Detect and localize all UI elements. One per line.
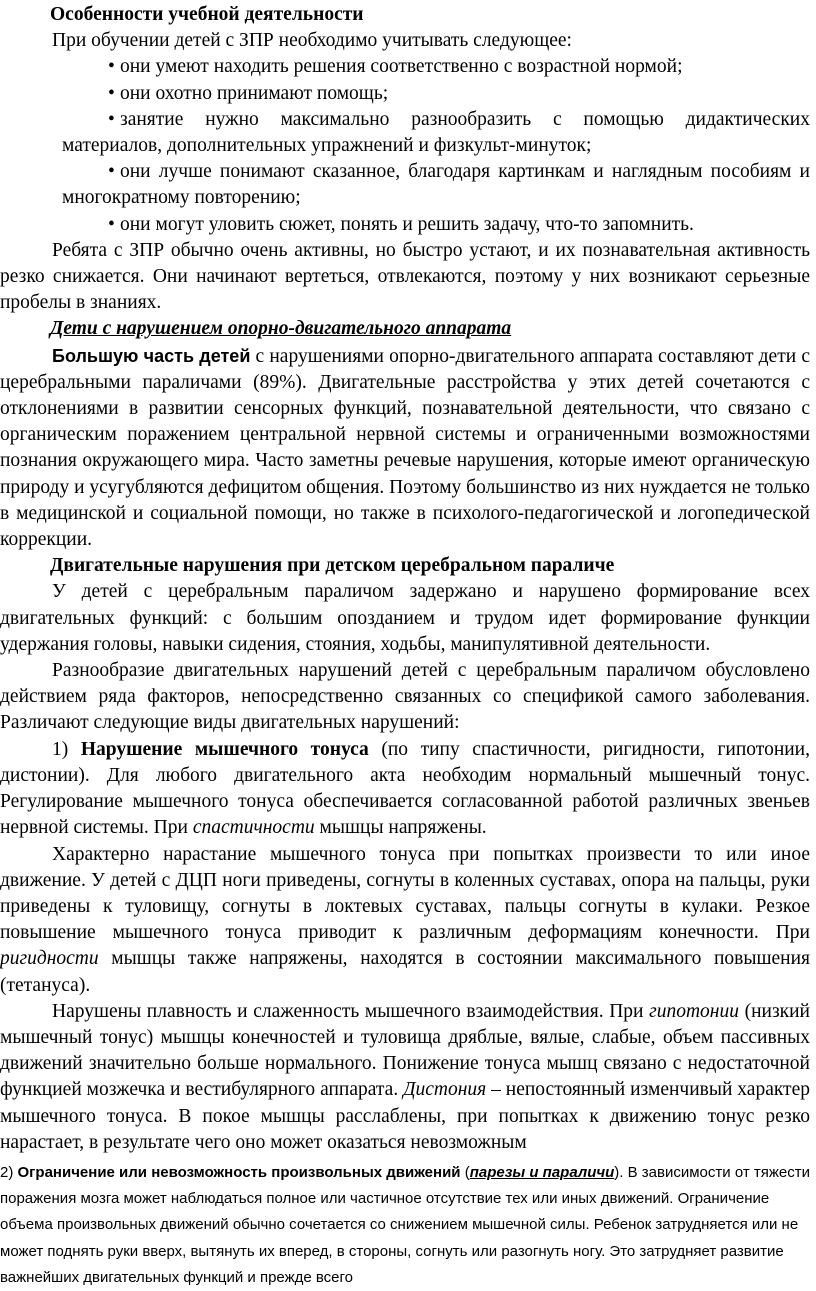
bullet-icon: • [108,56,115,78]
oda-bold-lead: Большую часть детей [52,345,251,366]
oda-paragraph: Большую часть детей с нарушениями опорно-двигательного аппарата составляют дети с церебральными параличами (89%). Двигательные расстройства у этих детей сочетаются с отклонениями в развитии сенсорных функций, познавательной деятельности, что связано с органическим поражением центральной нервной системы и ограниченными возможностями познания окружающего мира. Часто заметны речевые нарушения, которые имеют органическую природу и усугубляются дефицитом общения. Поэтому большинство из них нуждается не только в медицинской и социальной помощи, но также в психолого-педагогической и логопедической коррекции. [0,345,810,551]
list-item: • они лучше понимают сказанное, благодаря картинкам и наглядным пособиям и многократному повторению; [62,161,810,209]
hypotonia-paragraph: Нарушены плавность и слаженность мышечного взаимодействия. При гипотонии (низкий мышечный тонус) мышцы конечностей и туловища дряблые, вялые, слабые, объем пассивных движений значительно больше нормального. Понижение тонуса мышц связано с недостаточной функцией мозжечка и вестибулярного аппарата. Дистония – непостоянный изменчивый характер мышечного тонуса. В покое мышцы расслаблены, при попытках к движению тонус резко нарастает, в результате чего оно может оказаться невозможным [0,1000,810,1153]
list-item: • они могут уловить сюжет, понять и решить задачу, что-то запомнить. [0,212,810,238]
dcp-paragraph-2: Разнообразие двигательных нарушений детей с церебральным параличом обусловлено действием ряда факторов, непосредственно связанных со спецификой самого заболевания. Различают следующие виды двигательных нарушений: [0,660,810,734]
bullet-icon: • [108,213,115,235]
item-2-paragraph: 2) Ограничение или невозможность произвольных движений (парезы и параличи). В зависимости от тяжести поражения мозга может наблюдаться полное или частичное отсутствие тех или иных движений. Ограничение объема произвольных движений обычно сочетается со снижением мышечной силы. Ребенок затрудняется или не может поднять руки вверх, вытянуть их вперед, в стороны, согнуть или разогнуть ногу. Это затрудняет развитие важнейших двигательных функций и прежде всего [0,1163,810,1286]
bullet-icon: • [108,82,115,104]
bullet-icon: • [108,108,115,130]
list-item: • они охотно принимают помощь; [0,81,810,107]
dcp-paragraph-1: У детей с церебральным параличом задержано и нарушено формирование всех двигательных функций: с большим опозданием и трудом идет формирование функции удержания головы, навыки сидения, стояния, ходьбы, манипулятивной деятельности. [0,581,810,655]
section-title-dcp: Двигательные нарушения при детском церебральном параличе [50,555,615,577]
section-title-learning: Особенности учебной деятельности [50,4,364,25]
tonus-paragraph: Характерно нарастание мышечного тонуса при попытках произвести то или иное движение. У детей с ДЦП ноги приведены, согнуты в коленных суставах, опора на пальцы, руки приведены к туловищу, согнуты в локтевых суставах, пальцы согнуты в кулаки. Резкое повышение мышечного тонуса приводит к различным деформациям конечности. При ригидности мышцы также напряжены, находятся в состоянии максимального повышения (тетануса). [0,843,810,996]
section-title-oda: Дети с нарушением опорно-двигательного аппарата [50,318,512,340]
item-1-title: Нарушение мышечного тонуса [80,738,369,760]
features-list [0,54,810,237]
list-item: • они умеют находить решения соответственно с возрастной нормой; [0,54,810,80]
list-item: • занятие нужно максимально разнообразить с помощью дидактических материалов, дополнительных упражнений и физкульт-минуток; [62,108,810,157]
bullet-icon: • [108,161,115,183]
item-1-paragraph: 1) Нарушение мышечного тонуса (по типу спастичности, ригидности, гипотонии, дистонии). Для любого двигательного акта необходим нормальный мышечный тонус. Регулирование мышечного тонуса обеспечивается согласованной работой различных звеньев нервной системы. При спастичности мышцы напряжены. [0,738,810,839]
item-2-title: Ограничение или невозможность произвольных движений [17,1163,461,1181]
activity-paragraph: Ребята с ЗПР обычно очень активны, но быстро устают, и их познавательная активность резко снижается. Они начинают вертеться, отвлекаются, поэтому у них возникают серьезные пробелы в знаниях. [0,239,810,314]
intro-paragraph: При обучении детей с ЗПР необходимо учитывать следующее: [52,30,572,52]
